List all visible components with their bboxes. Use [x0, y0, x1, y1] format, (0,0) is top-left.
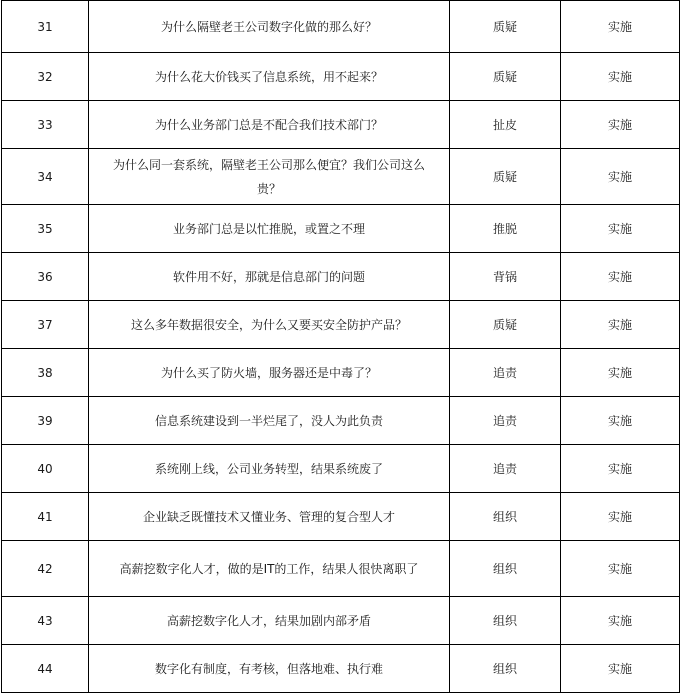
row-number: 42 — [2, 541, 89, 597]
question-cell: 为什么花大价钱买了信息系统，用不起来？ — [89, 53, 450, 101]
question-cell: 企业缺乏既懂技术又懂业务、管理的复合型人才 — [89, 493, 450, 541]
table-row — [2, 101, 680, 149]
type-cell: 追责 — [450, 445, 561, 493]
type-cell: 追责 — [450, 349, 561, 397]
type-cell: 扯皮 — [450, 101, 561, 149]
stage-cell: 实施 — [561, 1, 680, 53]
table-row — [2, 149, 680, 205]
table-row — [2, 53, 680, 101]
question-cell: 数字化有制度，有考核，但落地难、执行难 — [89, 645, 450, 693]
table-row — [2, 349, 680, 397]
stage-cell: 实施 — [561, 397, 680, 445]
stage-cell: 实施 — [561, 301, 680, 349]
question-cell: 信息系统建设到一半烂尾了，没人为此负责 — [89, 397, 450, 445]
issues-table — [1, 0, 680, 693]
row-number: 40 — [2, 445, 89, 493]
row-number: 44 — [2, 645, 89, 693]
table-row — [2, 205, 680, 253]
table-row — [2, 397, 680, 445]
row-number: 39 — [2, 397, 89, 445]
stage-cell: 实施 — [561, 205, 680, 253]
row-number: 38 — [2, 349, 89, 397]
row-number: 36 — [2, 253, 89, 301]
stage-cell: 实施 — [561, 541, 680, 597]
table-row — [2, 645, 680, 693]
table-row — [2, 301, 680, 349]
row-number: 32 — [2, 53, 89, 101]
type-cell: 组织 — [450, 493, 561, 541]
table-row — [2, 253, 680, 301]
table-row — [2, 541, 680, 597]
question-cell: 为什么买了防火墙，服务器还是中毒了？ — [89, 349, 450, 397]
stage-cell: 实施 — [561, 597, 680, 645]
stage-cell: 实施 — [561, 253, 680, 301]
type-cell: 质疑 — [450, 149, 561, 205]
question-cell: 系统刚上线，公司业务转型，结果系统废了 — [89, 445, 450, 493]
type-cell: 推脱 — [450, 205, 561, 253]
question-cell: 这么多年数据很安全，为什么又要买安全防护产品？ — [89, 301, 450, 349]
row-number: 41 — [2, 493, 89, 541]
row-number: 35 — [2, 205, 89, 253]
stage-cell: 实施 — [561, 53, 680, 101]
question-cell: 高薪挖数字化人才，做的是IT的工作，结果人很快离职了 — [89, 541, 450, 597]
table-row — [2, 445, 680, 493]
row-number: 33 — [2, 101, 89, 149]
type-cell: 背锅 — [450, 253, 561, 301]
table-row — [2, 597, 680, 645]
type-cell: 质疑 — [450, 53, 561, 101]
type-cell: 质疑 — [450, 301, 561, 349]
stage-cell: 实施 — [561, 101, 680, 149]
type-cell: 追责 — [450, 397, 561, 445]
row-number: 37 — [2, 301, 89, 349]
row-number: 31 — [2, 1, 89, 53]
question-cell: 为什么同一套系统，隔壁老王公司那么便宜？我们公司这么贵？ — [89, 149, 450, 205]
question-cell: 软件用不好，那就是信息部门的问题 — [89, 253, 450, 301]
stage-cell: 实施 — [561, 149, 680, 205]
stage-cell: 实施 — [561, 445, 680, 493]
stage-cell: 实施 — [561, 349, 680, 397]
type-cell: 组织 — [450, 597, 561, 645]
type-cell: 组织 — [450, 645, 561, 693]
stage-cell: 实施 — [561, 493, 680, 541]
question-cell: 为什么隔壁老王公司数字化做的那么好？ — [89, 1, 450, 53]
type-cell: 质疑 — [450, 1, 561, 53]
table-row — [2, 493, 680, 541]
stage-cell: 实施 — [561, 645, 680, 693]
table-row — [2, 1, 680, 53]
row-number: 43 — [2, 597, 89, 645]
question-cell: 为什么业务部门总是不配合我们技术部门？ — [89, 101, 450, 149]
row-number: 34 — [2, 149, 89, 205]
type-cell: 组织 — [450, 541, 561, 597]
question-cell: 业务部门总是以忙推脱，或置之不理 — [89, 205, 450, 253]
question-cell: 高薪挖数字化人才，结果加剧内部矛盾 — [89, 597, 450, 645]
